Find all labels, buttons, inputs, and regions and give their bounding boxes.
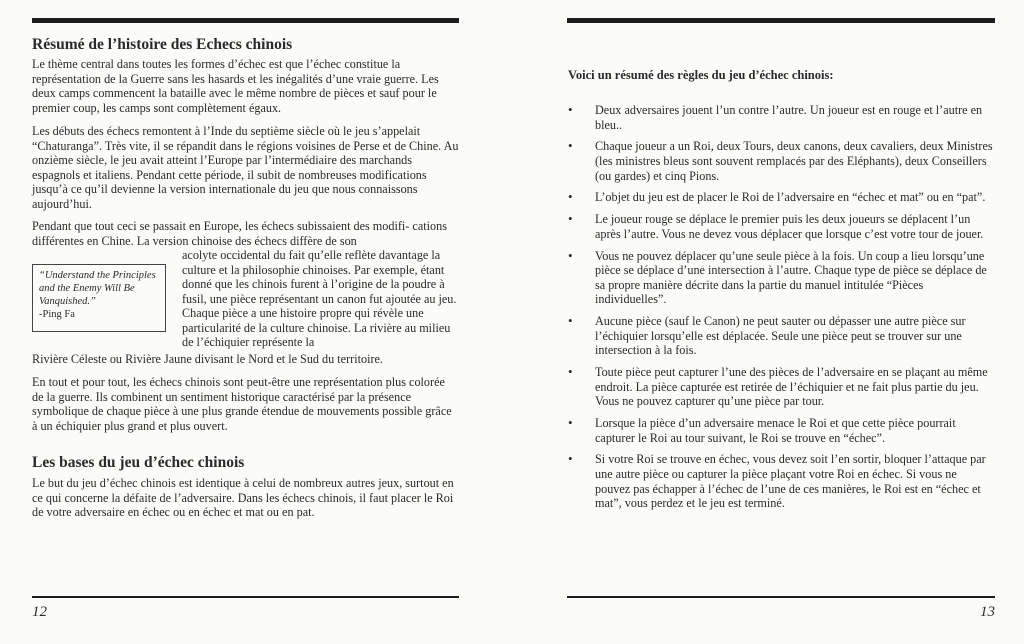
rule-text: Toute pièce peut capturer l’une des pièces de l’adversaire en se plaçant au même endroit. La pièce capturée est retirée de l’échiquier et ne fait plus partie du jeu. Vous ne pouvez capturer qu’une pièce par tour. — [595, 365, 988, 409]
rule-text: Si votre Roi se trouve en échec, vous devez soit l’en sortir, bloquer l’attaque par une autre pièce ou capturer la pièce plaçant votre Roi en échec. Si vous ne pouvez pas échapper à l’échec de l’une de ces manières, le Roi est en “échec et mat”, vous perdez et le jeu est terminé. — [595, 452, 986, 511]
bullet-icon: • — [568, 211, 573, 227]
bullet-icon: • — [568, 313, 573, 329]
rules-list — [564, 103, 994, 518]
paragraph-theme: Le thème central dans toutes les formes d’échec est que l’échec constitue la représentation de la Guerre sans les hasards et les inégalités d’une vraie guerre. Les deux camps commencent la bataille avec le même nombre de pièces et sauf pour le premier coup, les camps sont complètement égaux. — [32, 57, 439, 115]
rule-text: Chaque joueur a un Roi, deux Tours, deux canons, deux cavaliers, deux Ministres (les ministres bleus sont souvent remplacés par des Eléphants), deux Conseillers (ou gardes) et cinq Pions. — [595, 139, 993, 183]
paragraph-china-end: Rivière Céleste ou Rivière Jaune divisant le Nord et le Sud du territoire. — [32, 352, 383, 366]
bullet-icon: • — [568, 451, 573, 467]
rule-item — [564, 314, 994, 358]
rule-text: Le joueur rouge se déplace le premier puis les deux joueurs se déplacent l’un après l’autre. Vous ne devez vous déplacer que lorsque c’est votre tour de jouer. — [595, 212, 984, 241]
section-title-basics: Les bases du jeu d’échec chinois — [32, 454, 245, 471]
bullet-icon: • — [568, 415, 573, 430]
page-number-right: 13 — [980, 604, 995, 620]
rule-item — [564, 212, 994, 241]
top-rule-right — [567, 18, 995, 23]
rule-item — [564, 139, 994, 183]
rule-text: L’objet du jeu est de placer le Roi de l’adversaire en “échec et mat” ou en “pat”. — [595, 190, 986, 205]
rule-text: Aucune pièce (sauf le Canon) ne peut sauter ou dépasser une autre pièce sur l’échiquier lorsqu’elle est déplacée. Seule une pièce peut se trouver sur une intersection à la fois. — [595, 314, 966, 358]
rule-item — [564, 190, 994, 205]
paragraph-summary: En tout et pour tout, les échecs chinois sont peut-être une représentation plus colorée de la guerre. Ils combinent un sentiment historique caractérisé par la présence symbolique de chaque pièce à une plus grande étendue de mouvements possible grâce à un échiquier plus grand et plus ouvert. — [32, 375, 452, 433]
section-title-history: Résumé de l’histoire des Echecs chinois — [32, 36, 293, 53]
rules-heading: Voici un résumé des règles du jeu d’échec chinois: — [568, 68, 834, 82]
quote-source: -Ping Fa — [39, 309, 75, 320]
page-number-left: 12 — [32, 604, 47, 620]
bullet-icon: • — [568, 247, 573, 263]
bullet-icon: • — [568, 102, 573, 117]
paragraph-origins: Les débuts des échecs remontent à l’Inde du septième siècle où le jeu s’appelait “Chaturanga”. Très vite, il se répandit dans le régions voisines de Perse et de Chine. Au onzième siècle, le jeu avait atteint l’Europe par l’intermédiaire des marchands espagnols et italiens. Pendant cette période, il subit de nombreuses modifications jusqu’à ce qu’il devienne la version internationale du jeu que nous connaissons aujourd’hui. — [32, 124, 459, 211]
rule-text: Vous ne pouvez déplacer qu’une seule pièce à la fois. Un coup a lieu lorsqu’une pièce se déplace d’une intersection à l’autre. Chaque type de pièce se déplace de sa propre manière décrite dans la partie du manuel intitulée “Pièces individuelles”. — [595, 248, 987, 307]
bottom-rule-right — [567, 596, 995, 598]
rule-text: Deux adversaires jouent l’un contre l’autre. Un joueur est en rouge et l’autre en bleu.. — [595, 103, 983, 132]
quote-text: “Understand the Principles and the Enemy Will Be Vanquished.” — [39, 270, 156, 307]
rule-item — [564, 416, 994, 445]
paragraph-china-wrap: acolyte occidental du fait qu’elle reflète davantage la culture et la philosophie chinoises. Par exemple, étant donné que les chinois furent à l’origine de la poudre à fusil, une pièce représentant un canon fut ajoutée au jeu. Chaque pièce a une histoire propre qui révèle une particularité de la culture chinoise. La rivière au milieu de l’échiquier représente la — [182, 248, 457, 349]
paragraph-china-intro: Pendant que tout ceci se passait en Europe, les échecs subissaient des modifi- cations différentes en Chine. La version chinoise des échecs diffère de son — [32, 219, 447, 248]
rule-text: Lorsque la pièce d’un adversaire menace le Roi et que cette pièce pourrait capturer le Roi au tour suivant, le Roi se trouve en “échec”. — [595, 416, 956, 445]
bullet-icon: • — [568, 364, 573, 380]
rule-item — [564, 452, 994, 510]
rule-item — [564, 249, 994, 307]
bullet-icon: • — [568, 189, 573, 205]
rule-item — [564, 365, 994, 409]
paragraph-goal: Le but du jeu d’échec chinois est identique à celui de nombreux autres jeux, surtout en ce qui concerne la défaite de l’adversaire. Dans les échecs chinois, il faut placer le Roi de votre adversaire en échec ou en échec et mat ou en pat. — [32, 476, 454, 519]
bullet-icon: • — [568, 138, 573, 154]
rule-item — [564, 103, 994, 132]
